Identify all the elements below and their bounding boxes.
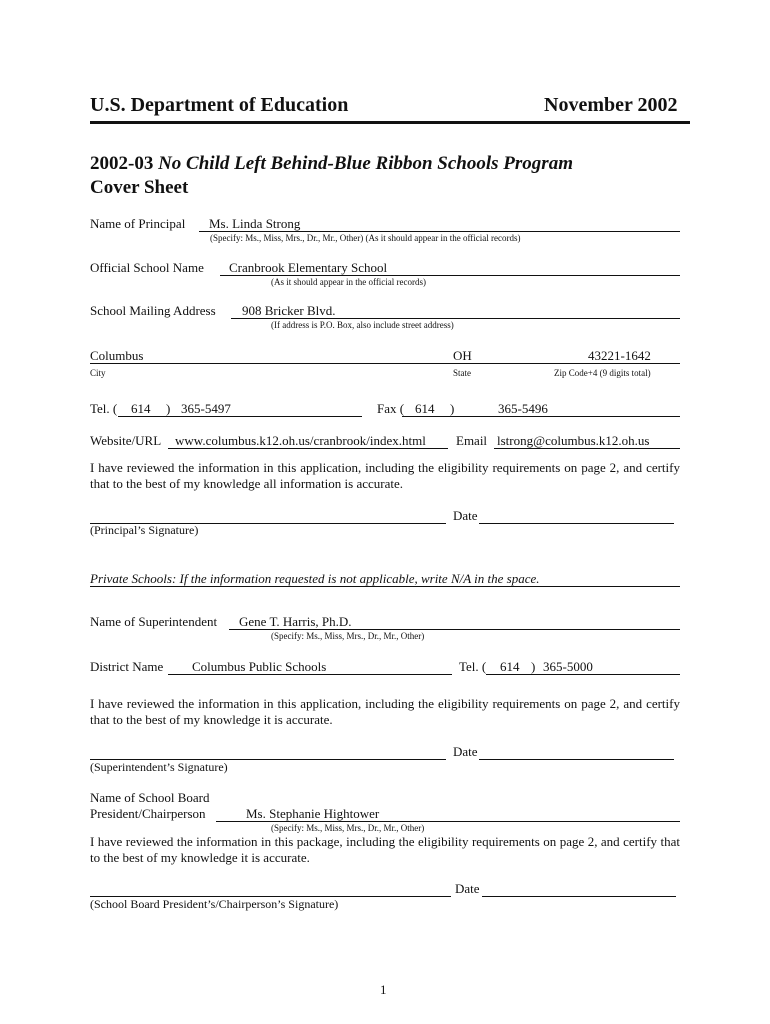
state-field[interactable]: OH [453, 348, 472, 363]
school-name-underline [220, 275, 680, 276]
form-title [90, 153, 573, 175]
address-note: (If address is P.O. Box, also include street address) [271, 320, 454, 330]
fax-label: Fax ( [377, 401, 405, 416]
superintendent-signature-caption: (Superintendent’s Signature) [90, 760, 228, 774]
district-label: District Name [90, 659, 164, 674]
board-president-note: (Specify: Ms., Miss, Mrs., Dr., Mr., Other) [271, 823, 425, 833]
board-signature-caption: (School Board President’s/Chairperson’s Signature) [90, 897, 339, 911]
private-note-underline [90, 586, 680, 587]
board-president-underline [216, 821, 680, 822]
website-field[interactable]: www.columbus.k12.oh.us/cranbrook/index.html [175, 433, 426, 448]
city-label: City [90, 368, 106, 378]
title-year: 2002-03 [90, 153, 154, 174]
school-name-label: Official School Name [90, 260, 204, 275]
superintendent-certification: I have reviewed the information in this application, including the eligibility requirements on page 2, and certify that to the best of my knowledge it is accurate. [90, 696, 680, 727]
superintendent-note: (Specify: Ms., Miss, Mrs., Dr., Mr., Other) [271, 631, 425, 641]
website-label: Website/URL [90, 433, 162, 448]
principal-field[interactable]: Ms. Linda Strong [209, 216, 301, 231]
tel-area-field[interactable]: 614 [131, 401, 151, 416]
fax-number-field[interactable]: 365-5496 [498, 401, 548, 416]
district-tel-number-field[interactable]: 365-5000 [543, 659, 593, 674]
website-underline [168, 448, 448, 449]
board-date-label: Date [455, 881, 480, 896]
principal-date-label: Date [453, 508, 478, 523]
board-label-line1: Name of School Board [90, 790, 210, 805]
board-certification: I have reviewed the information in this package, including the eligibility requirements on page 2, and certify that to the best of my knowledge it is accurate. [90, 834, 680, 865]
fax-paren: ) [450, 401, 455, 416]
form-subtitle: Cover Sheet [90, 177, 189, 198]
header-rule [90, 121, 690, 124]
district-tel-paren: ) [531, 659, 536, 674]
principal-signature-caption: (Principal’s Signature) [90, 523, 199, 537]
tel-paren: ) [166, 401, 171, 416]
address-underline [231, 318, 680, 319]
principal-label: Name of Principal [90, 216, 186, 231]
principal-note: (Specify: Ms., Miss, Mrs., Dr., Mr., Other) (As it should appear in the official records) [210, 233, 521, 243]
fax-underline [402, 416, 680, 417]
principal-date-line[interactable] [479, 523, 674, 524]
superintendent-label: Name of Superintendent [90, 614, 218, 629]
city-field[interactable]: Columbus [90, 348, 144, 363]
board-president-field[interactable]: Ms. Stephanie Hightower [246, 806, 380, 821]
district-underline [168, 674, 452, 675]
state-label: State [453, 368, 471, 378]
tel-label: Tel. ( [90, 401, 118, 416]
email-field[interactable]: lstrong@columbus.k12.oh.us [497, 433, 650, 448]
zip-label: Zip Code+4 (9 digits total) [554, 368, 651, 378]
district-field[interactable]: Columbus Public Schools [192, 659, 327, 674]
title-program: No Child Left Behind-Blue Ribbon Schools Program [158, 153, 573, 174]
agency-header: U.S. Department of Education [90, 94, 349, 116]
board-label-line2: President/Chairperson [90, 806, 206, 821]
principal-certification: I have reviewed the information in this application, including the eligibility requirements on page 2, and certify that to the best of my knowledge all information is accurate. [90, 460, 680, 491]
school-name-field[interactable]: Cranbrook Elementary School [229, 260, 388, 275]
tel-number-field[interactable]: 365-5497 [181, 401, 231, 416]
fax-area-field[interactable]: 614 [415, 401, 435, 416]
school-name-note: (As it should appear in the official records) [271, 277, 427, 287]
superintendent-date-line[interactable] [479, 759, 674, 760]
zip-field[interactable]: 43221-1642 [588, 348, 651, 363]
superintendent-date-label: Date [453, 744, 478, 759]
header-date: November 2002 [544, 94, 678, 116]
district-tel-label: Tel. ( [459, 659, 487, 674]
private-schools-note: Private Schools: If the information requested is not applicable, write N/A in the space. [90, 571, 540, 586]
tel-underline [118, 416, 362, 417]
location-underline [90, 363, 680, 364]
address-label: School Mailing Address [90, 303, 216, 318]
principal-underline [199, 231, 680, 232]
page-number: 1 [380, 982, 387, 997]
superintendent-underline [229, 629, 680, 630]
email-underline [494, 448, 680, 449]
superintendent-field[interactable]: Gene T. Harris, Ph.D. [239, 614, 352, 629]
email-label: Email [456, 433, 488, 448]
board-date-line[interactable] [482, 896, 676, 897]
address-field[interactable]: 908 Bricker Blvd. [242, 303, 336, 318]
district-tel-underline [486, 674, 680, 675]
district-tel-area-field[interactable]: 614 [500, 659, 520, 674]
